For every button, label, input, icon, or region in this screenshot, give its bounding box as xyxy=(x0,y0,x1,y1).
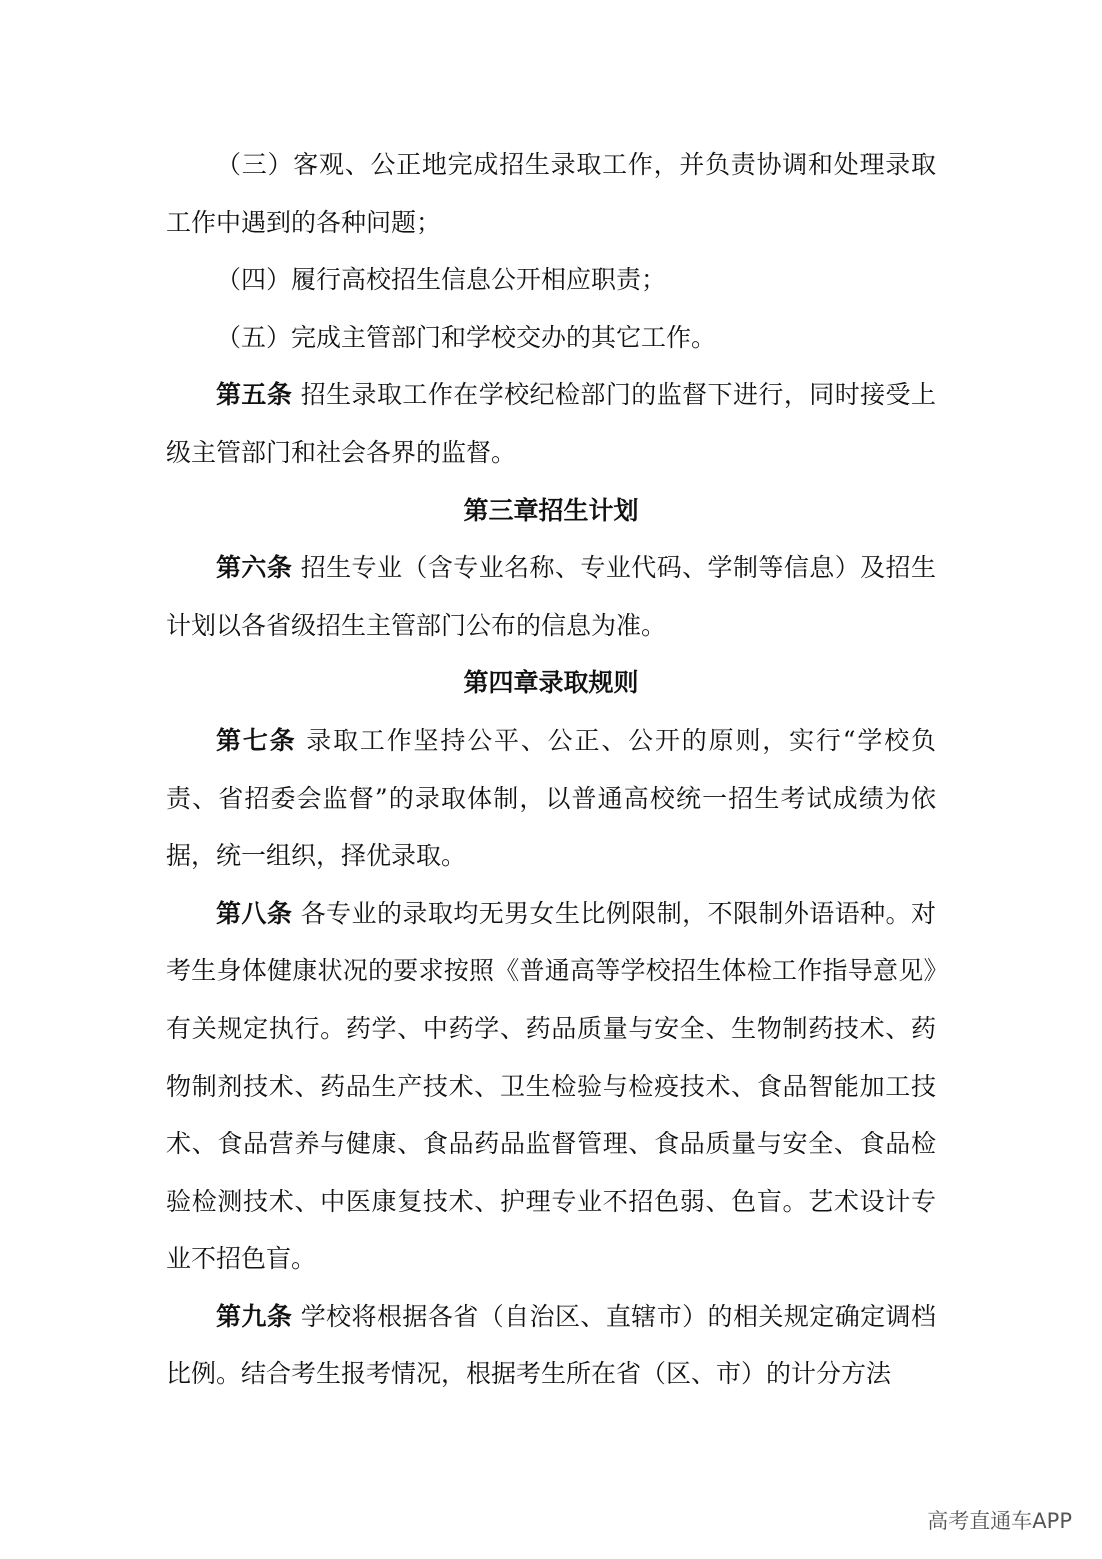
article-8 xyxy=(166,885,936,1288)
paragraph-text: （四）履行高校招生信息公开相应职责； xyxy=(216,265,667,295)
article-label: 第八条 xyxy=(216,898,293,928)
article-text: 招生录取工作在学校纪检部门的监督下进行，同时接受上级主管部门和社会各界的监督。 xyxy=(166,380,936,467)
article-label: 第七条 xyxy=(216,725,297,755)
paragraph-text: （五）完成主管部门和学校交办的其它工作。 xyxy=(216,322,717,352)
article-text: 招生专业（含专业名称、专业代码、学制等信息）及招生计划以各省级招生主管部门公布的信息为准。 xyxy=(166,553,936,640)
chapter-3-heading: 第三章招生计划 xyxy=(463,495,639,525)
paragraph-3 xyxy=(166,136,936,251)
chapter-4-heading: 第四章录取规则 xyxy=(463,668,639,698)
article-label: 第六条 xyxy=(216,553,293,583)
article-text: 学校将根据各省（自治区、直辖市）的相关规定确定调档比例。结合考生报考情况，根据考生所在省（区、市）的计分方法 xyxy=(166,1301,936,1389)
paragraph-text: （三）客观、公正地完成招生录取工作，并负责协调和处理录取工作中遇到的各种问题； xyxy=(166,150,936,237)
article-5 xyxy=(166,366,936,481)
watermark-text: 高考直通车APP xyxy=(927,1509,1072,1533)
paragraph-5 xyxy=(166,309,936,367)
article-text: 各专业的录取均无男女生比例限制，不限制外语语种。对考生身体健康状况的要求按照《普通高等学校招生体检工作指导意见》有关规定执行。药学、中药学、药品质量与安全、生物制药技术、药物制剂技术、药品生产技术、卫生检验与检疫技术、食品智能加工技术、食品营养与健康、食品药品监督管理、食品质量与安全、食品检验检测技术、中医康复技术、护理专业不招色弱、色盲。艺术设计专业不招色盲。 xyxy=(166,898,936,1274)
article-label: 第五条 xyxy=(216,380,293,410)
article-7 xyxy=(166,712,936,885)
document-body xyxy=(166,136,936,1403)
article-9 xyxy=(166,1288,936,1403)
paragraph-4 xyxy=(166,251,936,309)
article-6 xyxy=(166,539,936,654)
article-label: 第九条 xyxy=(216,1301,293,1331)
article-text: 录取工作坚持公平、公正、公开的原则，实行“学校负责、省招委会监督”的录取体制，以普通高校统一招生考试成绩为依据，统一组织，择优录取。 xyxy=(166,725,936,871)
